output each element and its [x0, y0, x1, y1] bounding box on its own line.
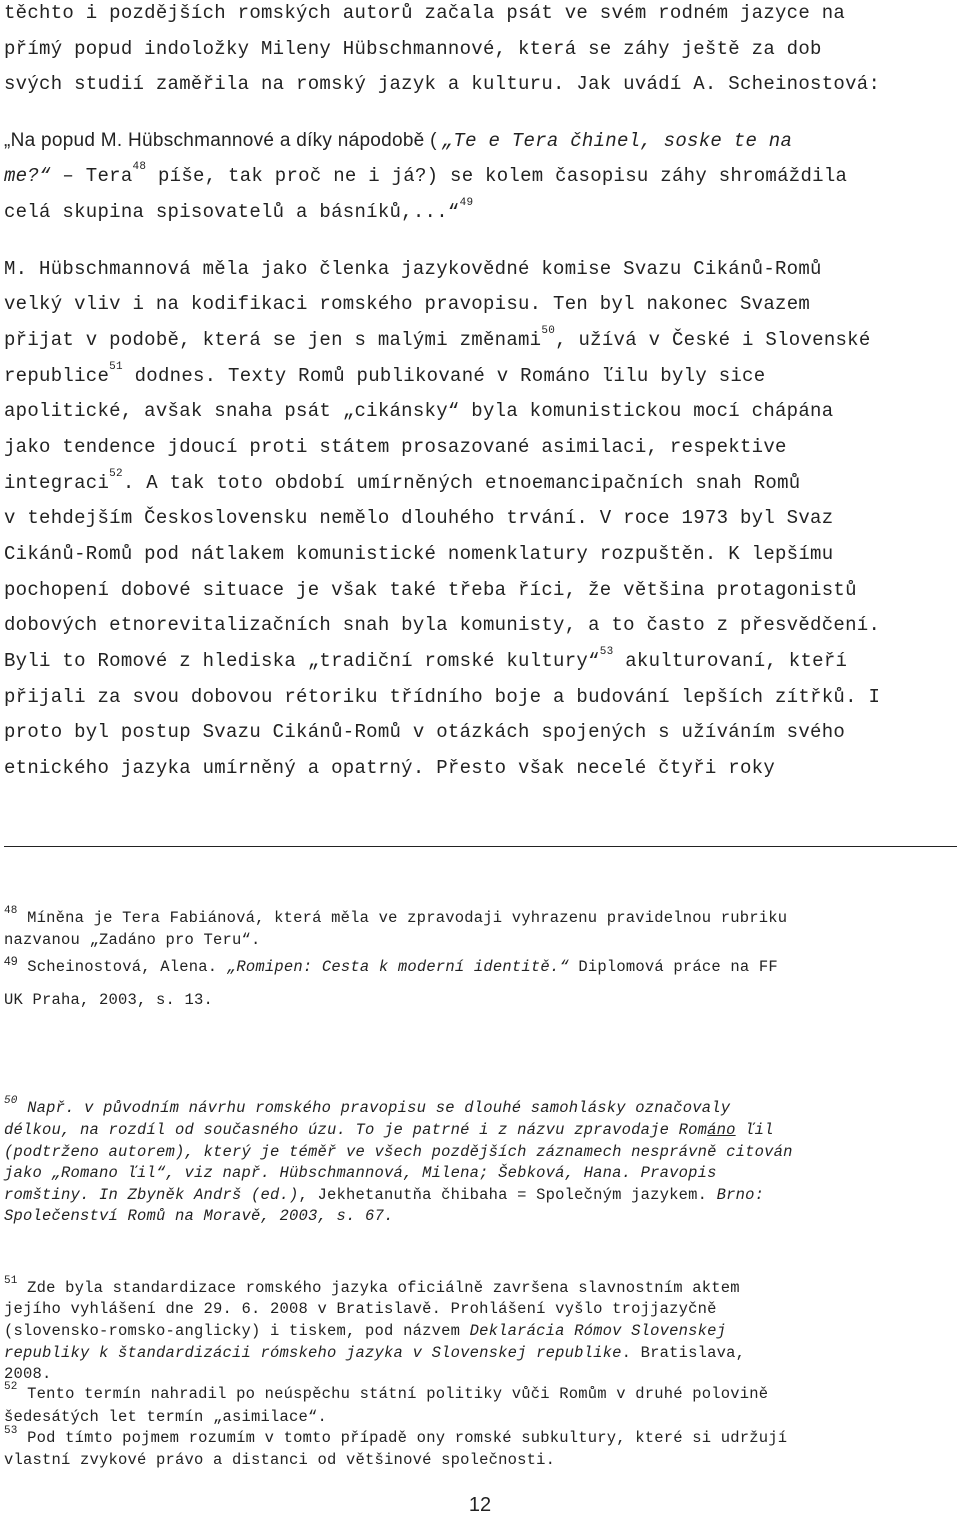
body-text: velký vliv i na kodifikaci romského pravopisu. — [4, 293, 542, 315]
body-text: svých studií zaměřila na romský jazyk a kulturu. Jak uvádí A. Scheinostová: — [4, 73, 881, 95]
body-text: píše, tak proč ne i já?) se kolem časopisu záhy shromáždila — [146, 165, 848, 187]
body-text: Ten byl nakonec Svazem — [541, 293, 811, 315]
quote-text: „Na popud M. Hübschmannové a díky nápodobě ( — [4, 130, 437, 151]
footnote-ref-52[interactable]: 52 — [109, 468, 123, 480]
footnote-50-line-4 — [4, 1164, 717, 1182]
body-text: přijali za svou dobovou rétoriku třídního boje a budování lepších zítřků. I — [4, 686, 881, 708]
footnote-italic-text: „Romipen: Cesta k moderní identitě.“ — [226, 958, 569, 976]
footnote-50-line-6 — [4, 1207, 394, 1225]
footnote-52-line-1 — [4, 1381, 769, 1403]
footnote-ref-53[interactable]: 53 — [599, 646, 614, 658]
body-line-14 — [4, 507, 833, 529]
body-text: přijat v podobě, která se jen s malými změnami — [4, 329, 542, 351]
body-text: proto byl postup Svazu Cikánů-Romů v otázkách spojených s užíváním svého — [4, 721, 846, 743]
footnote-number: 53 — [4, 1425, 18, 1437]
footnote-text: vlastní zvykové právo a distanci od většinové společnosti. — [4, 1451, 556, 1469]
footnote-text: Tento termín nahradil po neúspěchu státní politiky vůči Romům v druhé polovině — [27, 1385, 769, 1403]
footnote-number: 52 — [4, 1381, 18, 1393]
body-line-20 — [4, 721, 845, 743]
footnote-53-line-2 — [4, 1451, 555, 1469]
footnote-text: jejího vyhlášení dne 29. 6. 2008 v Bratislavě. Prohlášení vyšlo trojjazyčně — [4, 1300, 717, 1318]
body-line-3 — [4, 73, 880, 95]
body-line-8 — [4, 293, 810, 315]
footnote-text: Zde byla standardizace romského jazyka oficiálně završena slavnostním aktem — [27, 1279, 740, 1297]
footnote-number: 51 — [4, 1275, 18, 1287]
quote-italic-text: „Te e Tera čhinel, soske te na — [441, 130, 793, 152]
footnote-ref-49[interactable]: 49 — [459, 197, 474, 209]
footnote-italic-text: republiky k štandardizácii rómskeho jazyka v Slovenskej republike — [4, 1344, 622, 1362]
body-line-15 — [4, 543, 833, 565]
body-text: apolitické, avšak snaha psát „cikánsky“ byla komunistickou mocí chápána — [4, 400, 834, 422]
body-text: celá skupina spisovatelů a básníků,...“ — [4, 201, 460, 223]
footnote-52-line-2 — [4, 1408, 327, 1426]
body-line-1 — [4, 2, 845, 24]
body-line-6 — [4, 197, 474, 223]
body-line-19 — [4, 686, 880, 708]
footnote-italic-text: ľil — [735, 1121, 774, 1139]
body-text: v tehdejším Československu nemělo dlouhého trvání. V roce 1973 byl Svaz — [4, 507, 834, 529]
footnote-50-line-3 — [4, 1143, 793, 1161]
footnote-italic-text: jako „Romano ľil“, viz např. Hübschmannová, Milena; Šebková, Hana. Pravopis — [4, 1164, 717, 1182]
footnote-italic-text: délkou, na rozdíl od současného úzu. To je patrné i z názvu zpravodaje Rom — [4, 1121, 708, 1139]
body-text: , užívá v České i Slovenské — [555, 329, 871, 351]
footnote-number: 48 — [4, 905, 18, 917]
footnote-text: nazvanou „Zadáno pro Teru“. — [4, 931, 261, 949]
body-text: jako tendence jdoucí proti státem prosazované asimilaci, respektive — [4, 436, 787, 458]
body-text: těchto i pozdějších romských autorů začala psát ve svém rodném jazyce na — [4, 2, 846, 24]
footnote-50-line-2 — [4, 1121, 774, 1139]
footnote-italic-text: (podtrženo autorem), který je téměř ve všech pozdějších záznamech nesprávně citován — [4, 1143, 793, 1161]
body-line-16 — [4, 579, 857, 601]
body-line-12 — [4, 436, 787, 458]
body-text: republice — [4, 365, 110, 387]
footnote-text: Pod tímto pojmem rozumím v tomto případě ony romské subkultury, které si udržují — [27, 1429, 788, 1447]
footnote-text: Diplomová práce na FF — [578, 958, 778, 976]
underlined-text: áno — [707, 1121, 736, 1139]
footnote-text: Scheinostová, Alena. — [27, 958, 218, 976]
footnote-50-line-5 — [4, 1186, 764, 1204]
footnote-text: 2008. — [4, 1365, 52, 1383]
body-text: . A tak toto období umírněných etnoemancipačních snah Romů — [122, 472, 801, 494]
footnote-italic-text: Deklarácia Rómov Slovenskej — [469, 1322, 727, 1340]
body-line-11 — [4, 400, 833, 422]
body-line-9 — [4, 325, 871, 351]
body-text: dodnes. — [122, 365, 217, 387]
footnote-text: , Jekhetanutňa čhibaha = Společným jazykem. — [298, 1186, 708, 1204]
footnote-separator — [4, 846, 957, 847]
footnote-ref-50[interactable]: 50 — [541, 325, 556, 337]
page-number: 12 — [468, 1494, 492, 1516]
footnote-48-line-2 — [4, 931, 261, 949]
body-line-17 — [4, 614, 880, 636]
body-text: dobových etnorevitalizačních snah byla komunisty, a to často z přesvědčení. — [4, 614, 881, 636]
body-text: integraci — [4, 472, 110, 494]
footnote-51-line-2 — [4, 1300, 717, 1318]
footnote-text: . Bratislava, — [621, 1344, 746, 1362]
body-line-2 — [4, 38, 822, 60]
footnote-51-line-1 — [4, 1275, 740, 1297]
body-line-13 — [4, 468, 801, 494]
body-text: akulturovaní, kteří — [613, 650, 848, 672]
body-text: pochopení dobové situace je však také třeba říci, že většina protagonistů — [4, 579, 857, 601]
body-line-5 — [4, 161, 848, 187]
footnote-51-line-4 — [4, 1344, 745, 1362]
footnote-text: šedesátých let termín „asimilace“. — [4, 1408, 328, 1426]
footnote-italic-text: Společenství Romů na Moravě, 2003, s. 67. — [4, 1207, 394, 1225]
body-text: Texty Romů publikované v Románo ľilu byly sice — [216, 365, 766, 387]
footnote-49-line-1 — [4, 954, 778, 976]
footnote-53-line-1 — [4, 1425, 788, 1447]
footnote-51-line-3 — [4, 1322, 726, 1340]
body-text: přímý popud indoložky Mileny Hübschmannové, která se záhy ještě za dob — [4, 38, 822, 60]
body-text: Cikánů-Romů pod nátlakem komunistické nomenklatury rozpuštěn. K lepšímu — [4, 543, 834, 565]
footnote-ref-48[interactable]: 48 — [132, 161, 147, 173]
body-line-4 — [4, 130, 792, 152]
footnote-ref-51[interactable]: 51 — [109, 361, 123, 373]
footnote-text: Míněna je Tera Fabiánová, která měla ve zpravodaji vyhrazenu pravidelnou rubriku — [27, 909, 788, 927]
body-text: etnického jazyka umírněný a opatrný. Přesto však necelé čtyři roky — [4, 757, 776, 779]
body-line-18 — [4, 646, 848, 672]
quote-italic-text: me?“ — [4, 165, 63, 187]
body-line-10 — [4, 361, 766, 387]
footnote-italic-text: romštiny. In Zbyněk Andrš (ed.) — [4, 1186, 299, 1204]
footnote-italic-text: Brno: — [707, 1186, 765, 1204]
footnote-50-line-1 — [4, 1095, 731, 1117]
footnote-number: 49 — [4, 954, 18, 968]
footnote-text: (slovensko-romsko-anglicky) i tiskem, pod názvem — [4, 1322, 470, 1340]
body-text: – Tera — [62, 165, 133, 187]
body-text: Byli to Romové z hlediska „tradiční romské kultury“ — [4, 650, 600, 672]
body-line-7 — [4, 258, 822, 280]
footnote-number: 50 — [4, 1095, 18, 1107]
footnote-text: UK Praha, 2003, s. 13. — [4, 991, 214, 1009]
footnote-italic-text: Např. v původním návrhu romského pravopisu se dlouhé samohlásky označovaly — [27, 1099, 731, 1117]
body-text: M. Hübschmannová měla jako členka jazykovědné komise Svazu Cikánů-Romů — [4, 258, 822, 280]
body-line-21 — [4, 757, 775, 779]
footnote-49-line-2 — [4, 991, 213, 1009]
footnote-48-line-1 — [4, 905, 788, 927]
